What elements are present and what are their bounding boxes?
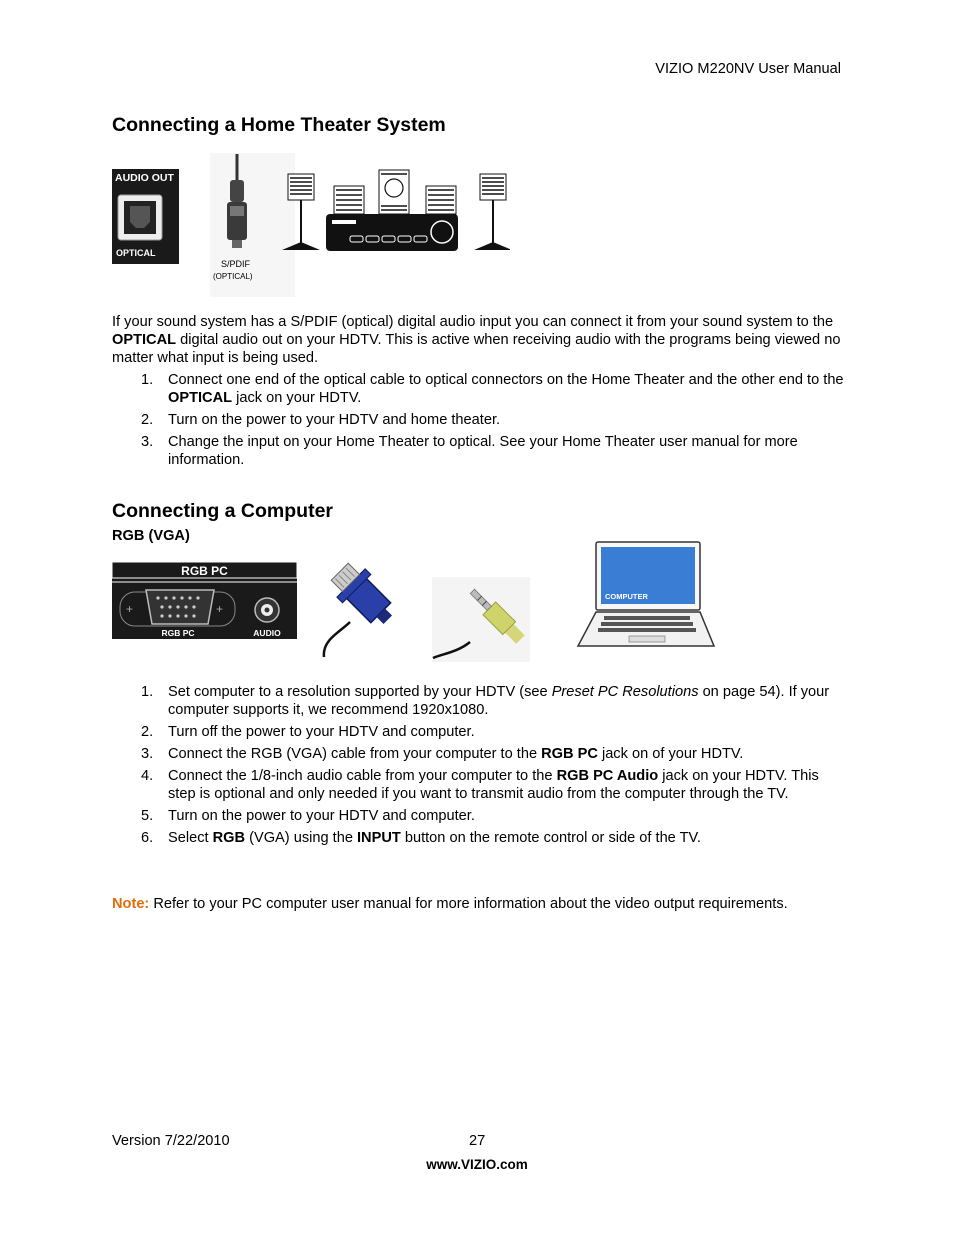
list-item: 1. Set computer to a resolution supported by your HDTV (see Preset PC Resolutions on page 54). If your computer supports it, we recommend 1920x1080. [141, 684, 830, 718]
footer-url[interactable]: www.VIZIO.com [426, 1157, 528, 1172]
list-item: 2. Turn off the power to your HDTV and computer. [141, 724, 475, 740]
optical-port-label: OPTICAL [116, 248, 156, 258]
computer-figure [110, 540, 720, 665]
footer-version: Version 7/22/2010 [112, 1133, 230, 1149]
home-theater-intro: If your sound system has a S/PDIF (optical) digital audio input you can connect it from your sound system to the OPTICAL digital audio out on your HDTV. This is active when receiving audio with the programs being viewed no matter what input is being used. [112, 314, 841, 366]
note-label: Note: [112, 896, 150, 912]
footer-page-number: 27 [469, 1133, 486, 1149]
laptop-icon [578, 542, 714, 646]
list-item: 4. Connect the 1/8-inch audio cable from your computer to the RGB PC Audio jack on your HDTV. This step is optional and only needed if you want to transmit audio from the computer through the TV. [141, 768, 819, 802]
spdif-sub-label: (OPTICAL) [213, 272, 253, 281]
svg-text:+: + [216, 602, 224, 616]
home-theater-figure [110, 150, 510, 300]
vga-cable-icon [324, 558, 402, 657]
section-title-computer: Connecting a Computer [112, 500, 334, 522]
manual-title: VIZIO M220NV User Manual [655, 61, 841, 77]
list-item: 6. Select RGB (VGA) using the INPUT button on the remote control or side of the TV. [141, 830, 701, 846]
audio-port-label: AUDIO [253, 628, 281, 638]
list-item: 3. Connect the RGB (VGA) cable from your computer to the RGB PC jack on of your HDTV. [141, 746, 744, 762]
note: Note: Refer to your PC computer user manual for more information about the video output requirements. [112, 896, 788, 912]
audio-out-label: AUDIO OUT [115, 172, 174, 184]
section-subtitle-rgb-vga: RGB (VGA) [112, 528, 190, 544]
rgb-pc-header-label: RGB PC [181, 564, 228, 578]
computer-screen-label: COMPUTER [605, 592, 648, 601]
rgb-pc-port-label: RGB PC [161, 628, 195, 638]
list-item: 2. Turn on the power to your HDTV and home theater. [141, 412, 501, 428]
rgb-pc-panel [112, 562, 297, 639]
home-theater-icon [282, 170, 510, 251]
audio-cable-icon [432, 577, 530, 662]
audio-out-panel [112, 169, 179, 264]
computer-steps [112, 683, 847, 851]
home-theater-steps [112, 371, 847, 473]
list-item: 1. Connect one end of the optical cable to optical connectors on the Home Theater and the other end to the OPTICAL jack on your HDTV. [141, 372, 844, 406]
spdif-label: S/PDIF [221, 259, 251, 269]
svg-text:+: + [126, 602, 134, 616]
optical-cable-icon [210, 153, 295, 297]
list-item: 3. Change the input on your Home Theater to optical. See your Home Theater user manual for more information. [141, 434, 798, 468]
list-item: 5. Turn on the power to your HDTV and computer. [141, 808, 475, 824]
section-title-home-theater: Connecting a Home Theater System [112, 114, 446, 136]
